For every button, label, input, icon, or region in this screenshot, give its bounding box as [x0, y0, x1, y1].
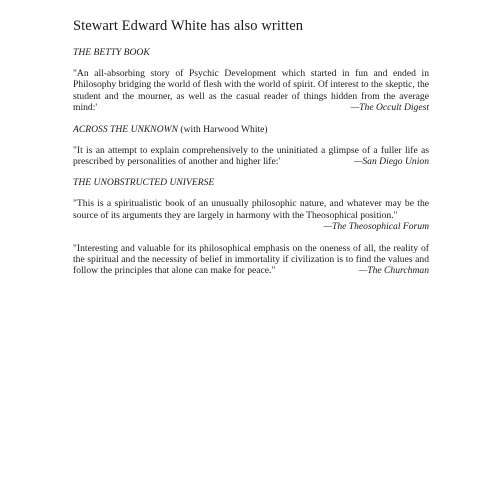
- review-quote: [73, 145, 429, 168]
- book-title-text: THE UNOBSTRUCTED UNIVERSE: [73, 177, 215, 189]
- review-text: "This is a spiritualistic book of an unusually philosophic nature, and whatever may be the source of its arguments they are largely in harmony with the Theosophical position.": [73, 198, 429, 221]
- book-title: [73, 124, 429, 136]
- review-source: —The Occult Digest: [350, 102, 429, 114]
- review-text: "Interesting and valuable for its philosophical emphasis on the oneness of all, the reality of the spiritual and the necessity of belief in immortality if civilization is to find the values and follow the principles that alone can make for peace.": [73, 242, 429, 277]
- book-title: [73, 47, 429, 59]
- review-quote: [73, 243, 429, 277]
- document-page: [73, 18, 429, 287]
- book-entry-across-the-unknown: [73, 124, 429, 168]
- review-source: —The Churchman: [358, 265, 429, 277]
- review-quote: [73, 68, 429, 114]
- book-entry-betty-book: [73, 47, 429, 114]
- book-title-text: THE BETTY BOOK: [73, 47, 150, 58]
- review-text: "It is an attempt to explain comprehensively to the uninitiated a glimpse of a fuller life as prescribed by personalities of another and higher life:': [73, 144, 429, 168]
- review-text: "An all-absorbing story of Psychic Development which started in fun and ended in Philosophy bridging the world of flesh with the world of spirit. Of interest to the skeptic, the student and the mourner, as well as the casual reader of things hidden from the average mind:': [73, 68, 429, 114]
- book-title: [73, 177, 429, 189]
- review-source: —San Diego Union: [353, 156, 429, 168]
- book-entry-unobstructed-universe: [73, 177, 429, 276]
- book-title-text: ACROSS THE UNKNOWN: [73, 123, 179, 135]
- review-quote: [73, 198, 429, 232]
- page-heading: Stewart Edward White has also written: [73, 18, 304, 34]
- book-title-suffix: (with Harwood White): [178, 123, 268, 135]
- review-source: —The Theosophical Forum: [323, 221, 429, 233]
